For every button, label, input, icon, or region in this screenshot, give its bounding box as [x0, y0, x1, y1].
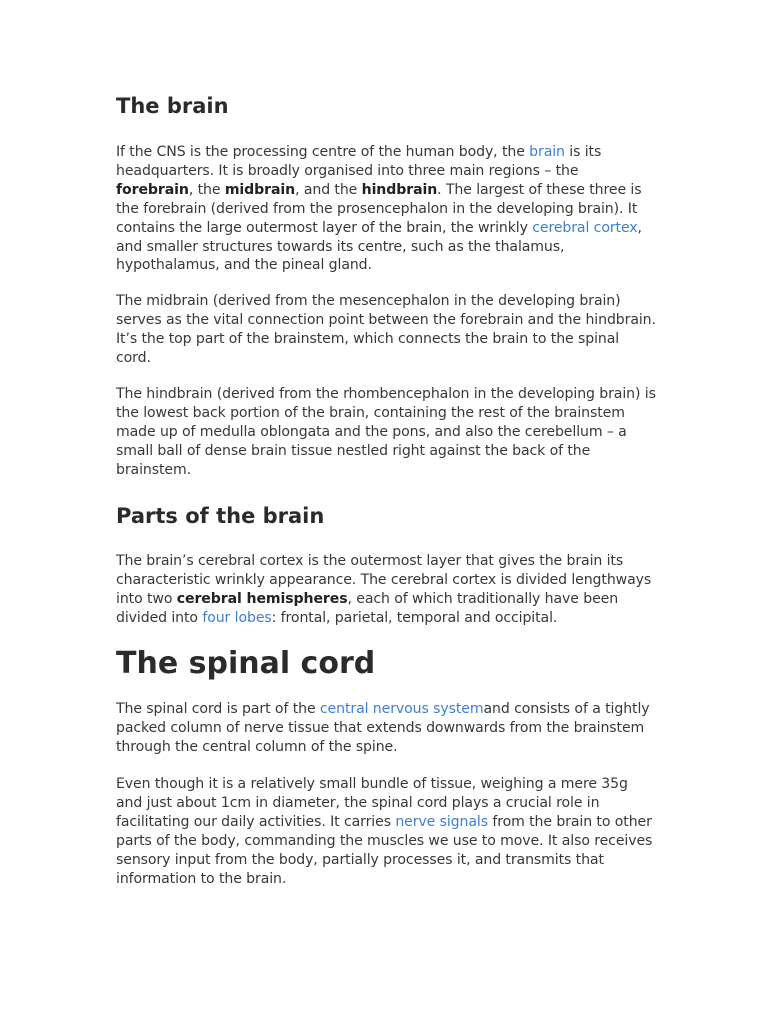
- link-central-nervous-system[interactable]: central nervous system: [319, 701, 484, 717]
- text: , and the: [295, 181, 362, 198]
- paragraph-spinal-cord-function: [116, 775, 656, 888]
- bold-hindbrain: hindbrain: [361, 181, 438, 198]
- text: is its headquarters. It is broadly organised into three main regions – the: [116, 144, 602, 179]
- text: , the: [188, 181, 225, 198]
- text: The brain’s cerebral cortex is the outermost layer that gives the brain its characteristic wrinkly appearance. The cerebral cortex is divided lengthways into two: [116, 553, 652, 607]
- link-nerve-signals[interactable]: nerve signals: [395, 813, 488, 830]
- paragraph-midbrain: The midbrain (derived from the mesencephalon in the developing brain) serves as the vital connection point between the forebrain and the hindbrain. It’s the top part of the brainstem, which connects the brain to the spinal cord.: [116, 293, 656, 366]
- text: from the brain to other parts of the body, commanding the muscles we use to move. It also receives sensory input from the body, partially processes it, and transmits that information to the brain.: [116, 813, 653, 887]
- text: , each of which traditionally have been divided into: [116, 590, 619, 626]
- text: , and smaller structures towards its centre, such as the thalamus, hypothalamus, and the pineal gland.: [116, 219, 642, 274]
- link-four-lobes[interactable]: four lobes: [202, 609, 272, 626]
- text: If the CNS is the processing centre of the human body, the: [116, 144, 530, 160]
- paragraph-brain-intro: [116, 143, 656, 275]
- heading-the-brain: The brain: [116, 94, 229, 118]
- paragraph-cerebral-cortex: [116, 552, 656, 628]
- text: The spinal cord is part of the: [116, 701, 320, 717]
- heading-the-spinal-cord: The spinal cord: [116, 646, 376, 681]
- bold-cerebral-hemispheres: cerebral hemispheres: [176, 590, 348, 607]
- bold-forebrain: forebrain: [116, 181, 189, 198]
- text: : frontal, parietal, temporal and occipital.: [271, 609, 558, 626]
- bold-midbrain: midbrain: [224, 181, 296, 198]
- paragraph-hindbrain: The hindbrain (derived from the rhombencephalon in the developing brain) is the lowest back portion of the brain, containing the rest of the brainstem made up of medulla oblongata and the pons, and also the cerebellum – a small ball of dense brain tissue nestled right against the back of the brainstem.: [116, 386, 656, 478]
- heading-parts-of-the-brain: Parts of the brain: [116, 504, 325, 528]
- paragraph-spinal-cord-intro: [116, 700, 656, 757]
- text: Even though it is a relatively small bundle of tissue, weighing a mere 35g and just about 1cm in diameter, the spinal cord plays a crucial role in facilitating our daily activities. It carries: [116, 776, 628, 830]
- text: and consists of a tightly packed column of nerve tissue that extends downwards from the brainstem through the central column of the spine.: [116, 701, 650, 755]
- link-cerebral-cortex[interactable]: cerebral cortex: [532, 219, 638, 236]
- link-brain[interactable]: brain: [529, 144, 565, 160]
- text: . The largest of these three is the forebrain (derived from the prosencephalon in the developing brain). It contains the large outermost layer of the brain, the wrinkly: [116, 181, 642, 236]
